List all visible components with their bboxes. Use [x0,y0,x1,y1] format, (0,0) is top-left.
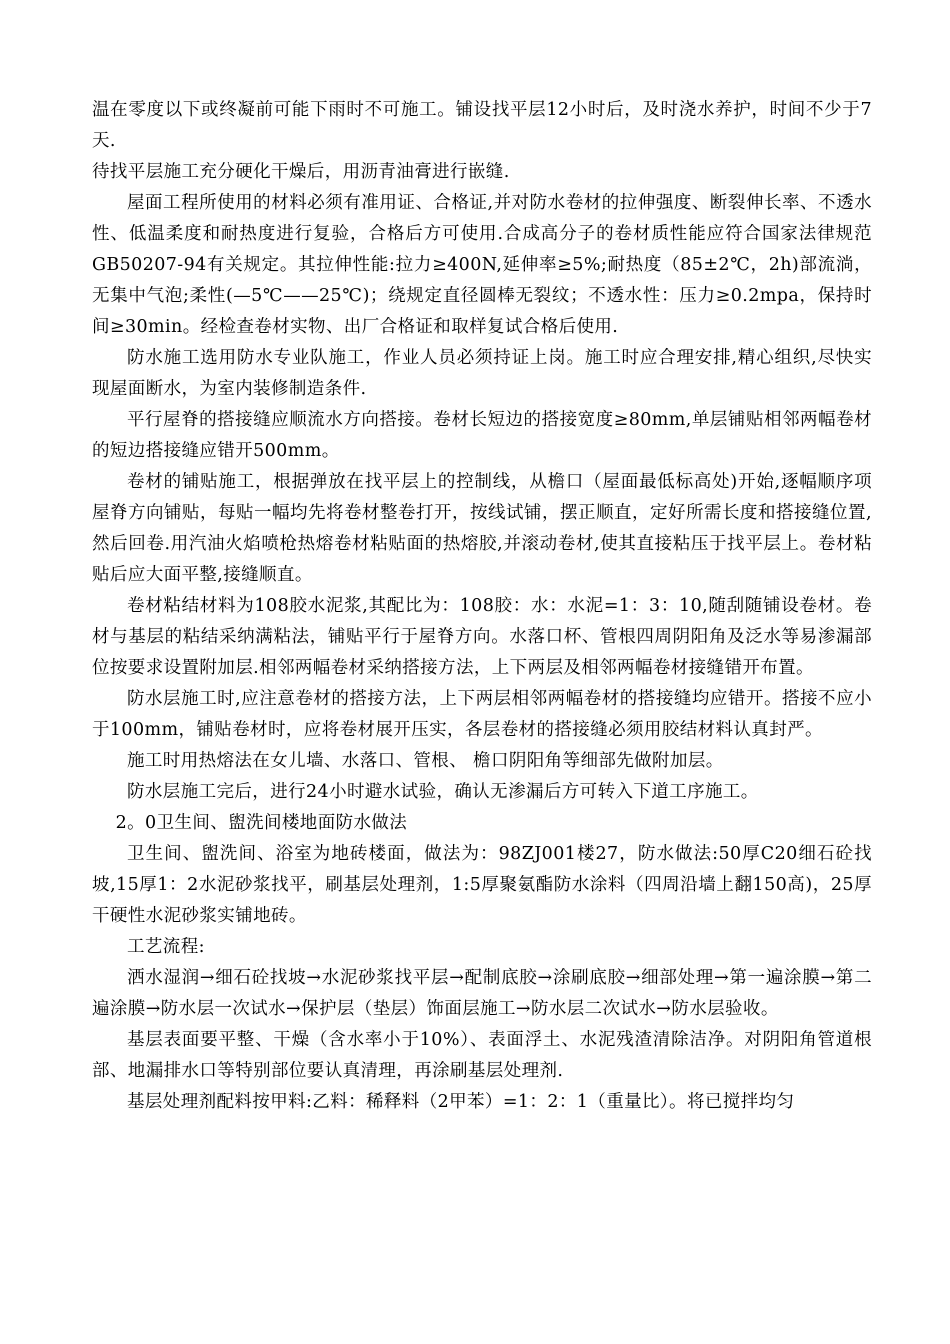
paragraph-overlap-direction: 平行屋脊的搭接缝应顺流水方向搭接。卷材长短边的搭接宽度≥80mm,单层铺贴相邻两幅卷材的短边搭接缝应错开500mm。 [92,410,872,461]
paragraph-bathroom-method: 卫生间、盥洗间、浴室为地砖楼面，做法为：98ZJ001楼27，防水做法:50厚C20细石砼找坡,15厚1：2水泥砂浆找平，刷基层处理剂，1:5厚聚氨酯防水涂料（四周沿墙上翻150高)，25厚干硬性水泥砂浆实铺地砖。 [92,844,872,926]
paragraph-curing: 温在零度以下或终凝前可能下雨时不可施工。铺设找平层12小时后，及时浇水养护，时间不少于7天. [92,100,872,151]
paragraph-additional-layer: 施工时用热熔法在女儿墙、水落口、管根、 檐口阴阳角等细部先做附加层。 [127,751,724,771]
paragraph-joint-sealing: 待找平层施工充分硬化干燥后，用沥青油膏进行嵌缝. [92,162,510,182]
paragraph-professional-team: 防水施工选用防水专业队施工，作业人员必须持证上岗。施工时应合理安排,精心组织,尽快实现屋面断水，为室内装修制造条件. [92,348,872,399]
paragraph-water-test: 防水层施工完后，进行24小时避水试验，确认无渗漏后方可转入下道工序施工。 [127,782,759,802]
paragraph-material-testing: 屋面工程所使用的材料必须有准用证、合格证,并对防水卷材的拉伸强度、断裂伸长率、不透水性、低温柔度和耐热度进行复验，合格后方可使用.合成高分子的卷材质性能应符合国家法律规范GB50207-94有关规定。其拉伸性能:拉力≥400N,延伸率≥5%;耐热度（85±2℃，2h)部流淌，无集中气泡;柔性(—5℃——25℃)；绕规定直径圆棒无裂纹；不透水性：压力≥0.2mpa，保持时间≥30min。经检查卷材实物、出厂合格证和取样复试合格后使用. [92,193,872,337]
paragraph-primer-mix: 基层处理剂配料按甲料:乙料：稀释料（2甲苯）=1：2：1（重量比）。将已搅拌均匀 [127,1092,795,1112]
section-heading: 2。0卫生间、盥洗间楼地面防水做法 [115,813,408,833]
paragraph-process-flow: 洒水湿润→细石砼找坡→水泥砂浆找平层→配制底胶→涂刷底胶→细部处理→第一遍涂膜→第二遍涂膜→防水层一次试水→保护层（垫层）饰面层施工→防水层二次试水→防水层验收。 [92,968,872,1019]
paragraph-base-surface: 基层表面要平整、干燥（含水率小于10%）、表面浮土、水泥残渣清除洁净。对阴阳角管道根部、地漏排水口等特别部位要认真清理，再涂刷基层处理剂. [92,1030,872,1081]
paragraph-membrane-laying: 卷材的铺贴施工，根据弹放在找平层上的控制线，从檐口（屋面最低标高处)开始,逐幅顺序项屋脊方向铺贴，每贴一幅均先将卷材整卷打开，按线试铺，摆正顺直，定好所需长度和搭接缝位置,然后回卷.用汽油火焰喷枪热熔卷材粘贴面的热熔胶,并滚动卷材,使其直接粘压于找平层上。卷材粘贴后应大面平整,接缝顺直。 [92,472,872,585]
paragraph-bonding-material: 卷材粘结材料为108胶水泥浆,其配比为：108胶：水：水泥=1：3：10,随刮随铺设卷材。卷材与基层的粘结采纳满粘法，铺贴平行于屋脊方向。水落口杯、管根四周阴阳角及泛水等易渗漏部位按要求设置附加层.相邻两幅卷材采纳搭接方法，上下两层及相邻两幅卷材接缝错开布置。 [92,596,872,678]
document-page [92,95,872,1118]
paragraph-process-label: 工艺流程: [127,937,205,957]
paragraph-overlap-staggering: 防水层施工时,应注意卷材的搭接方法，上下两层相邻两幅卷材的搭接缝均应错开。搭接不应小于100mm，铺贴卷材时，应将卷材展开压实，各层卷材的搭接缝必须用胶结材料认真封严。 [92,689,872,740]
